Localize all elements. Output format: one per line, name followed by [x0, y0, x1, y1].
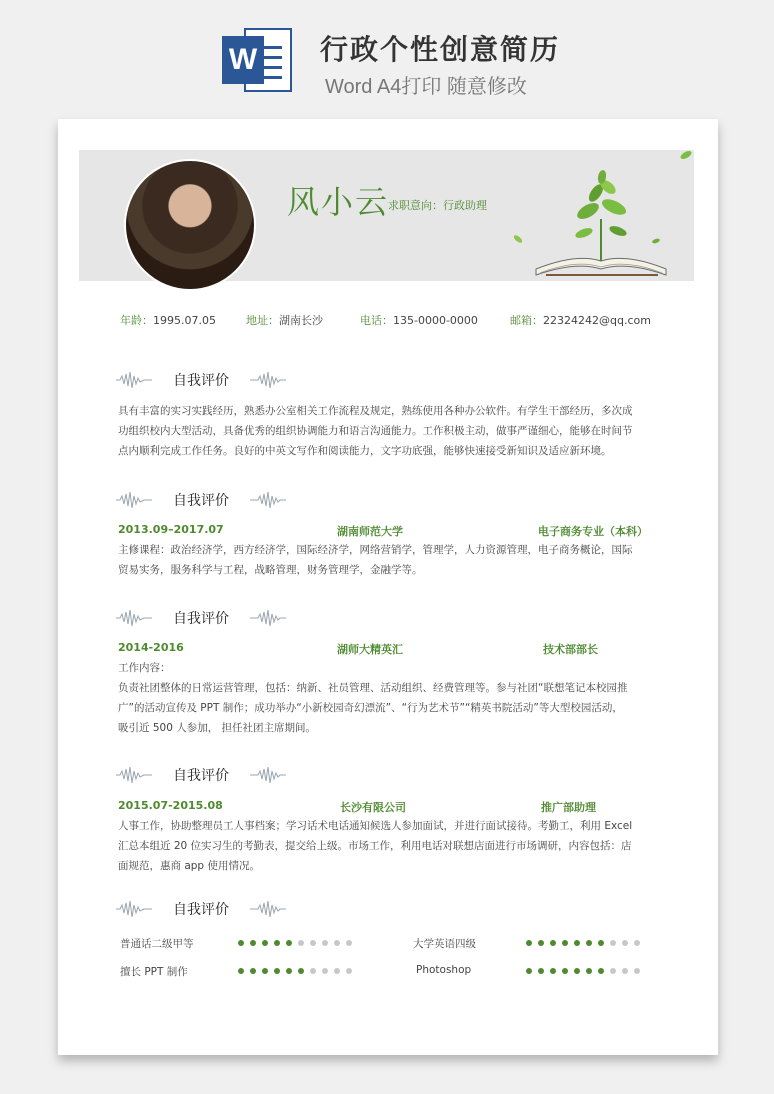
- skill-dot-filled: [538, 968, 544, 974]
- skill-dot-empty: [322, 968, 328, 974]
- wave-icon: [116, 608, 152, 628]
- skill-dot-filled: [526, 968, 532, 974]
- skill-dot-empty: [310, 968, 316, 974]
- education-school: 湖南师范大学: [337, 525, 403, 538]
- skill-dot-filled: [250, 940, 256, 946]
- skill-dot-filled: [586, 940, 592, 946]
- skill-dot-filled: [274, 940, 280, 946]
- resume-page: [58, 119, 718, 1055]
- banner: [0, 0, 774, 110]
- skill-dot-filled: [586, 968, 592, 974]
- experience-1-summary-row: [118, 641, 648, 659]
- experience-1-role: 技术部部长: [543, 643, 598, 656]
- wave-icon: [116, 765, 152, 785]
- skill-dot-empty: [298, 940, 304, 946]
- skill-dot-filled: [250, 968, 256, 974]
- experience-2-summary-row: [118, 799, 648, 817]
- wave-icon: [116, 899, 152, 919]
- self-eval-text: 具有丰富的实习实践经历，熟悉办公室相关工作流程及规定，熟练使用各种办公软件。有学生干部经历，多次成 功组织校内大型活动，具备优秀的组织协调能力和语言沟通能力。工作积极主动，做事严谨细心，能够在时间节 点内顺利完成工作任务。良好的中英文写作和阅读能力，文字功底强，能够快速接受新知识及适应新环境。: [118, 405, 633, 457]
- word-icon: W: [222, 24, 294, 96]
- education-period: 2013.09–2017.07: [118, 523, 224, 536]
- skill-dot-empty: [310, 940, 316, 946]
- skill-dot-filled: [574, 940, 580, 946]
- wave-icon: [250, 370, 286, 390]
- section-header-experience-2: 自我评价: [116, 763, 296, 787]
- info-phone: 电话：135-0000-0000: [360, 314, 478, 327]
- skill-dot-empty: [610, 968, 616, 974]
- skill-dot-filled: [274, 968, 280, 974]
- experience-1-org: 湖师大精英汇: [337, 643, 403, 656]
- skill-dot-empty: [346, 940, 352, 946]
- skill-dot-filled: [298, 968, 304, 974]
- wave-icon: [250, 899, 286, 919]
- wave-icon: [250, 765, 286, 785]
- skill-dot-empty: [634, 940, 640, 946]
- banner-title: 行政个性创意简历: [320, 33, 561, 66]
- skill-dot-empty: [322, 940, 328, 946]
- experience-2-org: 长沙有限公司: [340, 801, 406, 814]
- skill-dot-empty: [334, 940, 340, 946]
- skill-dot-empty: [622, 940, 628, 946]
- skill-dot-filled: [262, 968, 268, 974]
- skill-dot-filled: [550, 968, 556, 974]
- avatar: [124, 159, 256, 291]
- education-text: 主修课程：政治经济学，西方经济学，国际经济学，网络营销学，管理学，人力资源管理，电子商务概论，国际 贸易实务，服务科学与工程，战略管理，财务管理学，金融学等。: [118, 544, 633, 576]
- experience-1-period: 2014-2016: [118, 641, 184, 654]
- info-address: 地址：湖南长沙: [246, 314, 323, 327]
- book-plant-illustration: [506, 149, 696, 281]
- candidate-name: 风小云: [287, 183, 390, 221]
- skill-dot-filled: [550, 940, 556, 946]
- education-summary-row: [118, 523, 648, 541]
- skill-label: 普通话二级甲等: [120, 938, 194, 950]
- experience-2-role: 推广部助理: [541, 801, 596, 814]
- section-header-skills: 自我评价: [116, 897, 296, 921]
- skill-dot-filled: [538, 940, 544, 946]
- skill-label: 擅长 PPT 制作: [120, 966, 188, 978]
- education-major: 电子商务专业（本科）: [538, 525, 648, 538]
- job-intent: 求职意向：行政助理: [388, 199, 487, 212]
- skill-dot-filled: [562, 940, 568, 946]
- section-header-education: 自我评价: [116, 488, 296, 512]
- skill-dot-filled: [526, 940, 532, 946]
- banner-subtitle: Word A4打印 随意修改: [325, 76, 527, 98]
- skill-dot-filled: [574, 968, 580, 974]
- experience-2-period: 2015.07-2015.08: [118, 799, 223, 812]
- section-header-self-eval: 自我评价: [116, 368, 296, 392]
- skill-dot-filled: [598, 968, 604, 974]
- wave-icon: [116, 370, 152, 390]
- skill-dot-empty: [622, 968, 628, 974]
- skill-dot-filled: [598, 940, 604, 946]
- skill-label: Photoshop: [416, 964, 472, 976]
- skill-dot-filled: [262, 940, 268, 946]
- skill-level-dots: [238, 940, 358, 948]
- skill-label: 大学英语四级: [413, 938, 476, 950]
- skill-level-dots: [238, 968, 358, 976]
- skill-dot-filled: [238, 968, 244, 974]
- skill-dot-filled: [286, 968, 292, 974]
- section-header-experience-1: 自我评价: [116, 606, 296, 630]
- skill-dot-filled: [562, 968, 568, 974]
- skill-dot-filled: [238, 940, 244, 946]
- info-age: 年龄：1995.07.05: [120, 314, 216, 327]
- experience-2-text: 人事工作，协助整理员工人事档案；学习话术电话通知候选人参加面试，并进行面试接待。考勤工，利用 Excel 汇总本组近 20 位实习生的考勤表，提交给上级。市场工作，利用电话对联想店面进行市场调研，内容包括：店 面规范，惠商 app 使用情况。: [118, 820, 633, 872]
- skill-dot-empty: [634, 968, 640, 974]
- info-email: 邮箱：22324242@qq.com: [510, 314, 651, 327]
- skill-level-dots: [526, 968, 646, 976]
- wave-icon: [250, 608, 286, 628]
- skill-level-dots: [526, 940, 646, 948]
- wave-icon: [250, 490, 286, 510]
- experience-1-text: 工作内容： 负责社团整体的日常运营管理，包括：纳新、社员管理、活动组织、经费管理等。参与社团“联想笔记本校园推 广”的活动宣传及 PPT 制作；成功举办“小新校园奇幻漂流”、“行为艺术节”“精英书院活动”等大型校园活动， 吸引近 500 人参加， 担任社团主席期间。: [118, 662, 628, 734]
- skill-dot-empty: [610, 940, 616, 946]
- wave-icon: [116, 490, 152, 510]
- skill-dot-filled: [286, 940, 292, 946]
- skill-dot-empty: [346, 968, 352, 974]
- skill-dot-empty: [334, 968, 340, 974]
